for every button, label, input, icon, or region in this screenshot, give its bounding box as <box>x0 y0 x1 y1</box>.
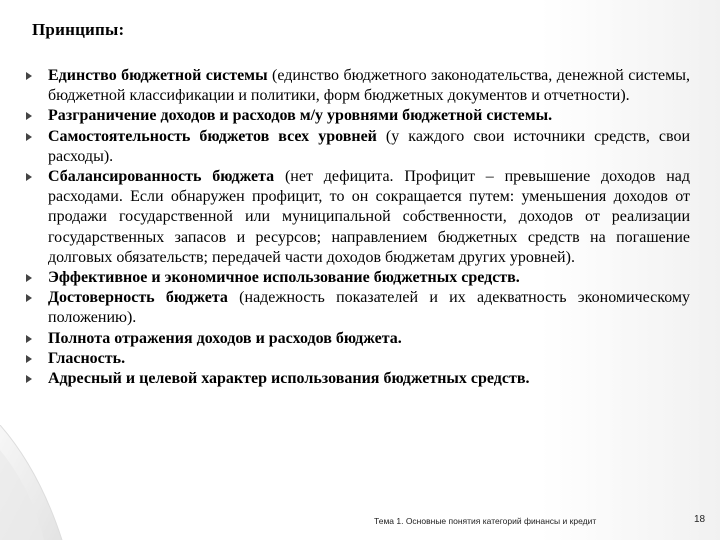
bullet-arrow-icon <box>26 335 32 343</box>
bullet-arrow-icon <box>26 294 32 302</box>
list-item <box>26 329 690 349</box>
list-item <box>26 167 690 268</box>
list-item <box>26 106 690 126</box>
bullet-arrow-icon <box>26 173 32 181</box>
item-bold-text: Сбалансированность бюджета <box>48 168 275 186</box>
slide-title: Принципы: <box>32 20 125 39</box>
bullet-arrow-icon <box>26 375 32 383</box>
list-item <box>26 268 690 288</box>
item-text: (у каждого свои источники средств, свои расходы). <box>48 127 691 165</box>
bullet-arrow-icon <box>26 112 32 120</box>
principles-list <box>26 66 690 389</box>
bullet-arrow-icon <box>26 355 32 363</box>
list-item <box>26 66 690 106</box>
item-bold-text: Самостоятельность бюджетов всех уровней <box>48 127 377 145</box>
slide-footer: Тема 1. Основные понятия категорий финансы и кредит <box>374 516 597 526</box>
item-text: (нет дефицита. Профицит – превышение доходов над расходами. Если обнаружен профицит, то он сокращается путем: уменьшения доходов от продажи государственной или муниципальной собственности, доходов от реализации государственных запасов и ресурсов; направлением бюджетных средств на погашение долговых обязательств; передачей части доходов бюджетам других уровней). <box>48 168 691 266</box>
item-bold-text: Эффективное и экономичное использование бюджетных средств. <box>48 269 520 287</box>
item-text: (единство бюджетного законодательства, денежной системы, бюджетной классификации и политики, форм бюджетных документов и отчетности). <box>48 67 690 105</box>
item-bold-text: Разграничение доходов и расходов м/у уровнями бюджетной системы. <box>48 107 553 125</box>
page-number: 18 <box>694 514 706 525</box>
list-item <box>26 288 690 328</box>
item-bold-text: Достоверность бюджета <box>48 289 228 307</box>
corner-decoration <box>0 425 70 540</box>
list-item <box>26 369 690 389</box>
list-item <box>26 127 690 167</box>
item-bold-text: Адресный и целевой характер использования бюджетных средств. <box>48 370 530 388</box>
item-bold-text: Полнота отражения доходов и расходов бюджета. <box>48 329 402 347</box>
item-bold-text: Гласность. <box>48 349 126 367</box>
item-text: (надежность показателей и их адекватность экономическому положению). <box>48 289 691 327</box>
bullet-arrow-icon <box>26 72 32 80</box>
list-item <box>26 349 690 369</box>
bullet-arrow-icon <box>26 133 32 141</box>
item-bold-text: Единство бюджетной системы <box>48 67 268 84</box>
bullet-arrow-icon <box>26 274 32 282</box>
